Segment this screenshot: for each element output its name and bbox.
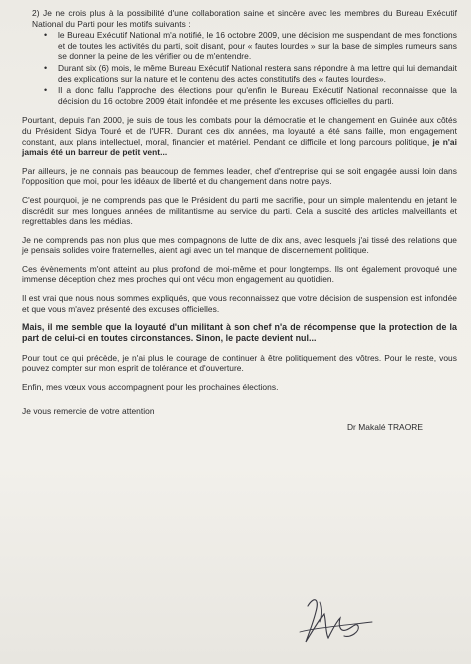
reason-item-1: • le Bureau Exécutif National m'a notifié, le 16 octobre 2009, une décision me suspendant de mes fonctions et de toutes les activités du parti, soit disant, pour « fautes lourdes » sur la base de simples rumeurs sans se donner la peine de les vérifier ou de m'entendre. xyxy=(58,30,457,62)
paragraph-combats xyxy=(22,115,457,157)
reasons-list xyxy=(22,30,457,106)
reason-item-3: • Il a donc fallu l'approche des élections pour qu'enfin le Bureau Exécutif National reconnaisse que la décision du 16 octobre 2009 était infondée et me présente les excuses officielles du parti. xyxy=(58,85,457,106)
paragraph-evenements: Ces évènements m'ont atteint au plus profond de moi-même et pour longtemps. Ils ont également provoqué une immense déception chez mes proches qui ont vécu mon engagement au quotidien. xyxy=(22,263,457,285)
point-intro: 2) Je ne crois plus à la possibilité d'une collaboration saine et sincère avec les membres du Bureau Exécutif National du Parti pour les motifs suivants : xyxy=(32,8,457,29)
paragraph-compagnons: Je ne comprends pas non plus que mes compagnons de lutte de dix ans, avec lesquels j'ai tissé des relations que je pensais solides voire fraternelles, aient agi avec un tel manque de discernement politique. xyxy=(22,234,457,256)
paragraph-expliques: Il est vrai que nous nous sommes expliqués, que vous reconnaissez que votre décision de suspension est infondée et que vous m'avez présenté des excuses officielles. xyxy=(22,293,457,314)
paragraph-combats-text: Pourtant, depuis l'an 2000, je suis de tous les combats pour la démocratie et le changement en Guinée aux côtés du Président Sidya Touré et de l'UFR. Durant ces dix années, ma loyauté a été sans faille, mon engagement constant, aux plans intellectuel, moral, financier et matériel. Pendant ce difficile et long parcours politique, xyxy=(22,115,457,147)
signer-name: Dr Makalé TRAORE xyxy=(346,422,423,433)
paragraph-femmes: Par ailleurs, je ne connais pas beaucoup de femmes leader, chef d'entreprise qui se soit engagée aussi loin dans l'opposition que moi, pour les idéaux de liberté et du changement dans notre pays. xyxy=(22,165,457,187)
paragraph-combats-emphasis: je n'ai jamais été un barreur de petit vent... xyxy=(22,136,457,158)
signature-row xyxy=(22,406,457,436)
paragraph-sacrifice: C'est pourquoi, je ne comprends pas que le Président du parti me sacrifie, pour un simple malentendu en jetant le discrédit sur mes longues années de militantisme au service du parti. Cela a suscité des articles malveillants et regrettables dans les médias. xyxy=(22,194,457,227)
paragraph-voeux: Enfin, mes vœux vous accompagnent pour les prochaines élections. xyxy=(22,381,279,392)
handwritten-signature xyxy=(286,592,376,650)
closing-thanks: Je vous remercie de votre attention xyxy=(22,406,155,417)
reason-item-2: • Durant six (6) mois, le même Bureau Exécutif National restera sans répondre à ma lettre qui lui demandait des explications sur la nature et le contenu des actes constitutifs des « fautes lourdes». xyxy=(58,63,457,84)
paragraph-courage: Pour tout ce qui précède, je n'ai plus le courage de continuer à être politiquement des vôtres. Pour le reste, vous pouvez compter sur mon esprit de tolérance et d'ouverture. xyxy=(22,352,457,374)
paragraph-loyaute: Mais, il me semble que la loyauté d'un militant à son chef n'a de récompense que la protection de la part de celui-ci en toutes circonstances. Sinon, le pacte devient nul... xyxy=(22,322,457,344)
